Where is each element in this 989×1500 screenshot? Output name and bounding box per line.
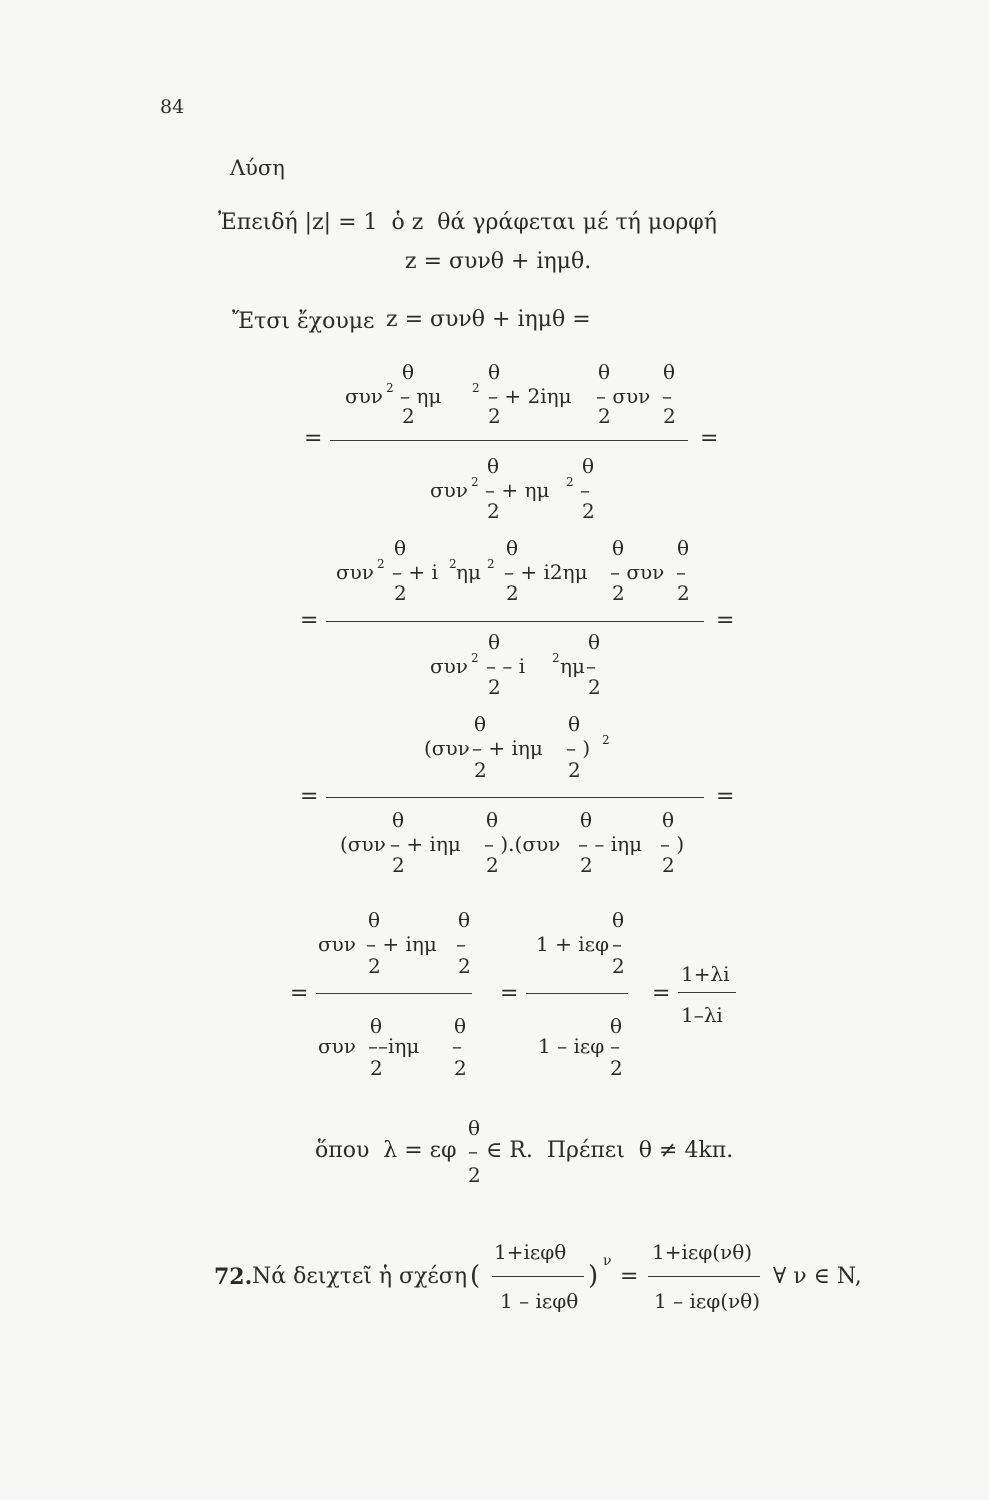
- frac2-num-sin: ημ: [456, 560, 481, 584]
- frac4-num-plus-isin: – + iημ: [366, 932, 437, 956]
- exercise-right-num: 1+iεφ(νθ): [652, 1240, 753, 1264]
- frac2-den-theta2: θ: [588, 630, 601, 654]
- frac5-num-theta: θ: [612, 908, 625, 932]
- frac4-den-minus-isin: ––iημ: [368, 1034, 420, 1058]
- frac1-num-theta4: θ: [663, 360, 676, 384]
- frac3-num-theta: θ: [474, 712, 487, 736]
- frac1-den-sin: – + ημ: [485, 478, 550, 502]
- frac2-den-dash: –: [586, 654, 596, 678]
- frac3-den-two2: 2: [486, 853, 499, 877]
- frac2-den-isq: 2: [552, 651, 560, 665]
- exercise-exponent: ν: [603, 1253, 612, 1269]
- frac2-eq-right: =: [716, 608, 735, 633]
- frac1-num-theta: θ: [402, 360, 415, 384]
- frac1-num-dash: –: [662, 384, 672, 408]
- frac2-den-sq: 2: [471, 651, 479, 665]
- frac4-den-theta: θ: [370, 1014, 383, 1038]
- frac2-num-sq: 2: [377, 557, 385, 571]
- frac1-num-2isin: – + 2iημ: [488, 384, 572, 408]
- frac3-num-plus-isin: – + iημ: [472, 736, 543, 760]
- frac4-eq-left: =: [290, 981, 309, 1006]
- frac2-num-two3: 2: [612, 581, 625, 605]
- where-two: 2: [468, 1163, 481, 1187]
- frac3-den-two3: 2: [580, 853, 593, 877]
- page-number: 84: [160, 96, 185, 118]
- where-prefix: ὅπου λ = εφ: [315, 1138, 457, 1163]
- frac2-num-plus-i: – + i: [392, 560, 438, 584]
- frac3-den-minus-isin: – – iημ: [578, 832, 643, 856]
- exercise-forall: ∀ ν ∈ N,: [773, 1264, 862, 1289]
- frac1-den-two2: 2: [582, 499, 595, 523]
- frac2-den-theta: θ: [488, 630, 501, 654]
- frac2-num-cos2: – συν: [610, 560, 665, 584]
- frac1-num-sq: 2: [386, 381, 394, 395]
- exercise-left-num: 1+iεφθ: [494, 1240, 567, 1264]
- exercise-left-bar: [492, 1276, 584, 1277]
- frac1-den-theta2: θ: [582, 454, 595, 478]
- frac4-den-theta2: θ: [454, 1014, 467, 1038]
- frac1-num-two4: 2: [663, 404, 676, 428]
- frac3-den-mid: – ).(συν: [484, 832, 561, 856]
- frac2-num-isq: 2: [449, 557, 457, 571]
- solution-heading: Λύση: [230, 156, 285, 180]
- frac5-bar: [526, 993, 628, 994]
- frac4-eq-right: =: [500, 981, 519, 1006]
- frac2-den-two: 2: [488, 675, 501, 699]
- intro-line-2: z = συνθ + iημθ.: [405, 249, 592, 274]
- frac1-num-sin: – ημ: [400, 384, 442, 408]
- frac1-den-sq: 2: [471, 475, 479, 489]
- where-theta: θ: [468, 1116, 481, 1140]
- etsi-expression: z = συνθ + iημθ =: [386, 307, 591, 332]
- frac1-den-dash: –: [580, 478, 590, 502]
- frac5-den-theta: θ: [610, 1014, 623, 1038]
- frac2-den-cos: συν: [430, 654, 468, 678]
- etsi-label: Ἔτσι ἔχουμε: [232, 309, 375, 334]
- frac1-num-theta3: θ: [598, 360, 611, 384]
- exercise-right-bar: [648, 1276, 760, 1277]
- frac1-num-cos2: – συν: [596, 384, 651, 408]
- frac4-den-cos: συν: [318, 1034, 356, 1058]
- frac3-den-two4: 2: [662, 853, 675, 877]
- frac6-den: 1–λi: [681, 1003, 723, 1027]
- frac3-num-theta2: θ: [568, 712, 581, 736]
- frac1-num-two2: 2: [488, 404, 501, 428]
- exercise-lparen: (: [470, 1261, 481, 1291]
- frac4-den-dash: –: [452, 1034, 462, 1058]
- frac3-num-lparen-cos: (συν: [424, 736, 470, 760]
- frac3-eq-right: =: [716, 784, 735, 809]
- frac3-eq-left: =: [300, 784, 319, 809]
- frac3-den-two: 2: [392, 853, 405, 877]
- frac5-den-dash: –: [610, 1034, 620, 1058]
- frac3-den-rparen: – ): [660, 832, 685, 856]
- exercise-eq: =: [620, 1264, 639, 1289]
- frac2-num-two: 2: [394, 581, 407, 605]
- frac3-den-theta3: θ: [580, 808, 593, 832]
- frac3-den-theta: θ: [392, 808, 405, 832]
- frac4-bar: [316, 993, 472, 994]
- exercise-left-den: 1 – iεφθ: [500, 1289, 579, 1313]
- frac5-den-two: 2: [610, 1056, 623, 1080]
- frac2-eq-left: =: [300, 608, 319, 633]
- frac3-den-lparen-cos: (συν: [340, 832, 386, 856]
- frac1-den-cos: συν: [430, 478, 468, 502]
- exercise-text: Νά δειχτεῖ ἡ σχέση: [252, 1264, 468, 1289]
- frac2-num-sq2: 2: [487, 557, 495, 571]
- frac6-num: 1+λi: [681, 962, 730, 986]
- frac2-num-cos: συν: [336, 560, 374, 584]
- frac2-num-two4: 2: [677, 581, 690, 605]
- frac2-den-two2: 2: [588, 675, 601, 699]
- frac1-num-sq2: 2: [472, 381, 480, 395]
- frac1-den-theta: θ: [487, 454, 500, 478]
- frac3-den-theta4: θ: [662, 808, 675, 832]
- frac2-num-i2sin: – + i2ημ: [504, 560, 588, 584]
- frac5-num-dash: –: [612, 932, 622, 956]
- frac6-bar: [678, 992, 736, 993]
- frac5-den-1-minus-itan: 1 – iεφ: [538, 1034, 605, 1058]
- frac5-num-1-plus-itan: 1 + iεφ: [536, 932, 609, 956]
- frac2-num-theta3: θ: [612, 536, 625, 560]
- exercise-rparen: ): [588, 1261, 599, 1291]
- frac4-den-two2: 2: [454, 1056, 467, 1080]
- frac2-num-theta2: θ: [506, 536, 519, 560]
- frac1-bar: [330, 440, 688, 441]
- frac3-bar: [326, 797, 704, 798]
- frac2-num-theta: θ: [394, 536, 407, 560]
- frac4-num-theta2: θ: [458, 908, 471, 932]
- where-suffix: ∈ R. Πρέπει θ ≠ 4kπ.: [486, 1138, 734, 1163]
- frac1-den-two: 2: [487, 499, 500, 523]
- frac3-den-theta2: θ: [486, 808, 499, 832]
- frac1-num-two: 2: [402, 404, 415, 428]
- where-dash: –: [468, 1139, 478, 1163]
- frac2-num-dash: –: [676, 560, 686, 584]
- frac1-num-two3: 2: [598, 404, 611, 428]
- frac2-den-sin: ημ: [560, 654, 585, 678]
- frac3-num-two2: 2: [568, 758, 581, 782]
- frac1-den-sq2: 2: [566, 475, 574, 489]
- frac4-num-theta: θ: [368, 908, 381, 932]
- frac1-eq-left: =: [304, 426, 323, 451]
- frac1-num-theta2: θ: [488, 360, 501, 384]
- frac5-eq-right: =: [652, 981, 671, 1006]
- frac4-num-dash: –: [456, 932, 466, 956]
- frac4-num-two2: 2: [458, 954, 471, 978]
- frac4-num-cos: συν: [318, 932, 356, 956]
- frac5-num-two: 2: [612, 954, 625, 978]
- frac2-num-theta4: θ: [677, 536, 690, 560]
- frac1-num-cos: συν: [345, 384, 383, 408]
- frac1-eq-right: =: [700, 426, 719, 451]
- frac3-num-rparen: – ): [566, 736, 591, 760]
- exercise-number: 72.: [214, 1264, 253, 1290]
- frac2-den-minus-i: – – i: [486, 654, 526, 678]
- frac2-bar: [326, 621, 704, 622]
- intro-line-1: Ἐπειδή |z| = 1 ὁ z θά γράφεται μέ τή μορφή: [218, 210, 717, 235]
- frac2-num-two2: 2: [506, 581, 519, 605]
- frac3-num-sq: 2: [602, 733, 610, 747]
- exercise-right-den: 1 – iεφ(νθ): [654, 1289, 761, 1313]
- frac3-num-two: 2: [474, 758, 487, 782]
- frac4-den-two: 2: [370, 1056, 383, 1080]
- frac3-den-plus-isin: – + iημ: [390, 832, 461, 856]
- frac4-num-two: 2: [368, 954, 381, 978]
